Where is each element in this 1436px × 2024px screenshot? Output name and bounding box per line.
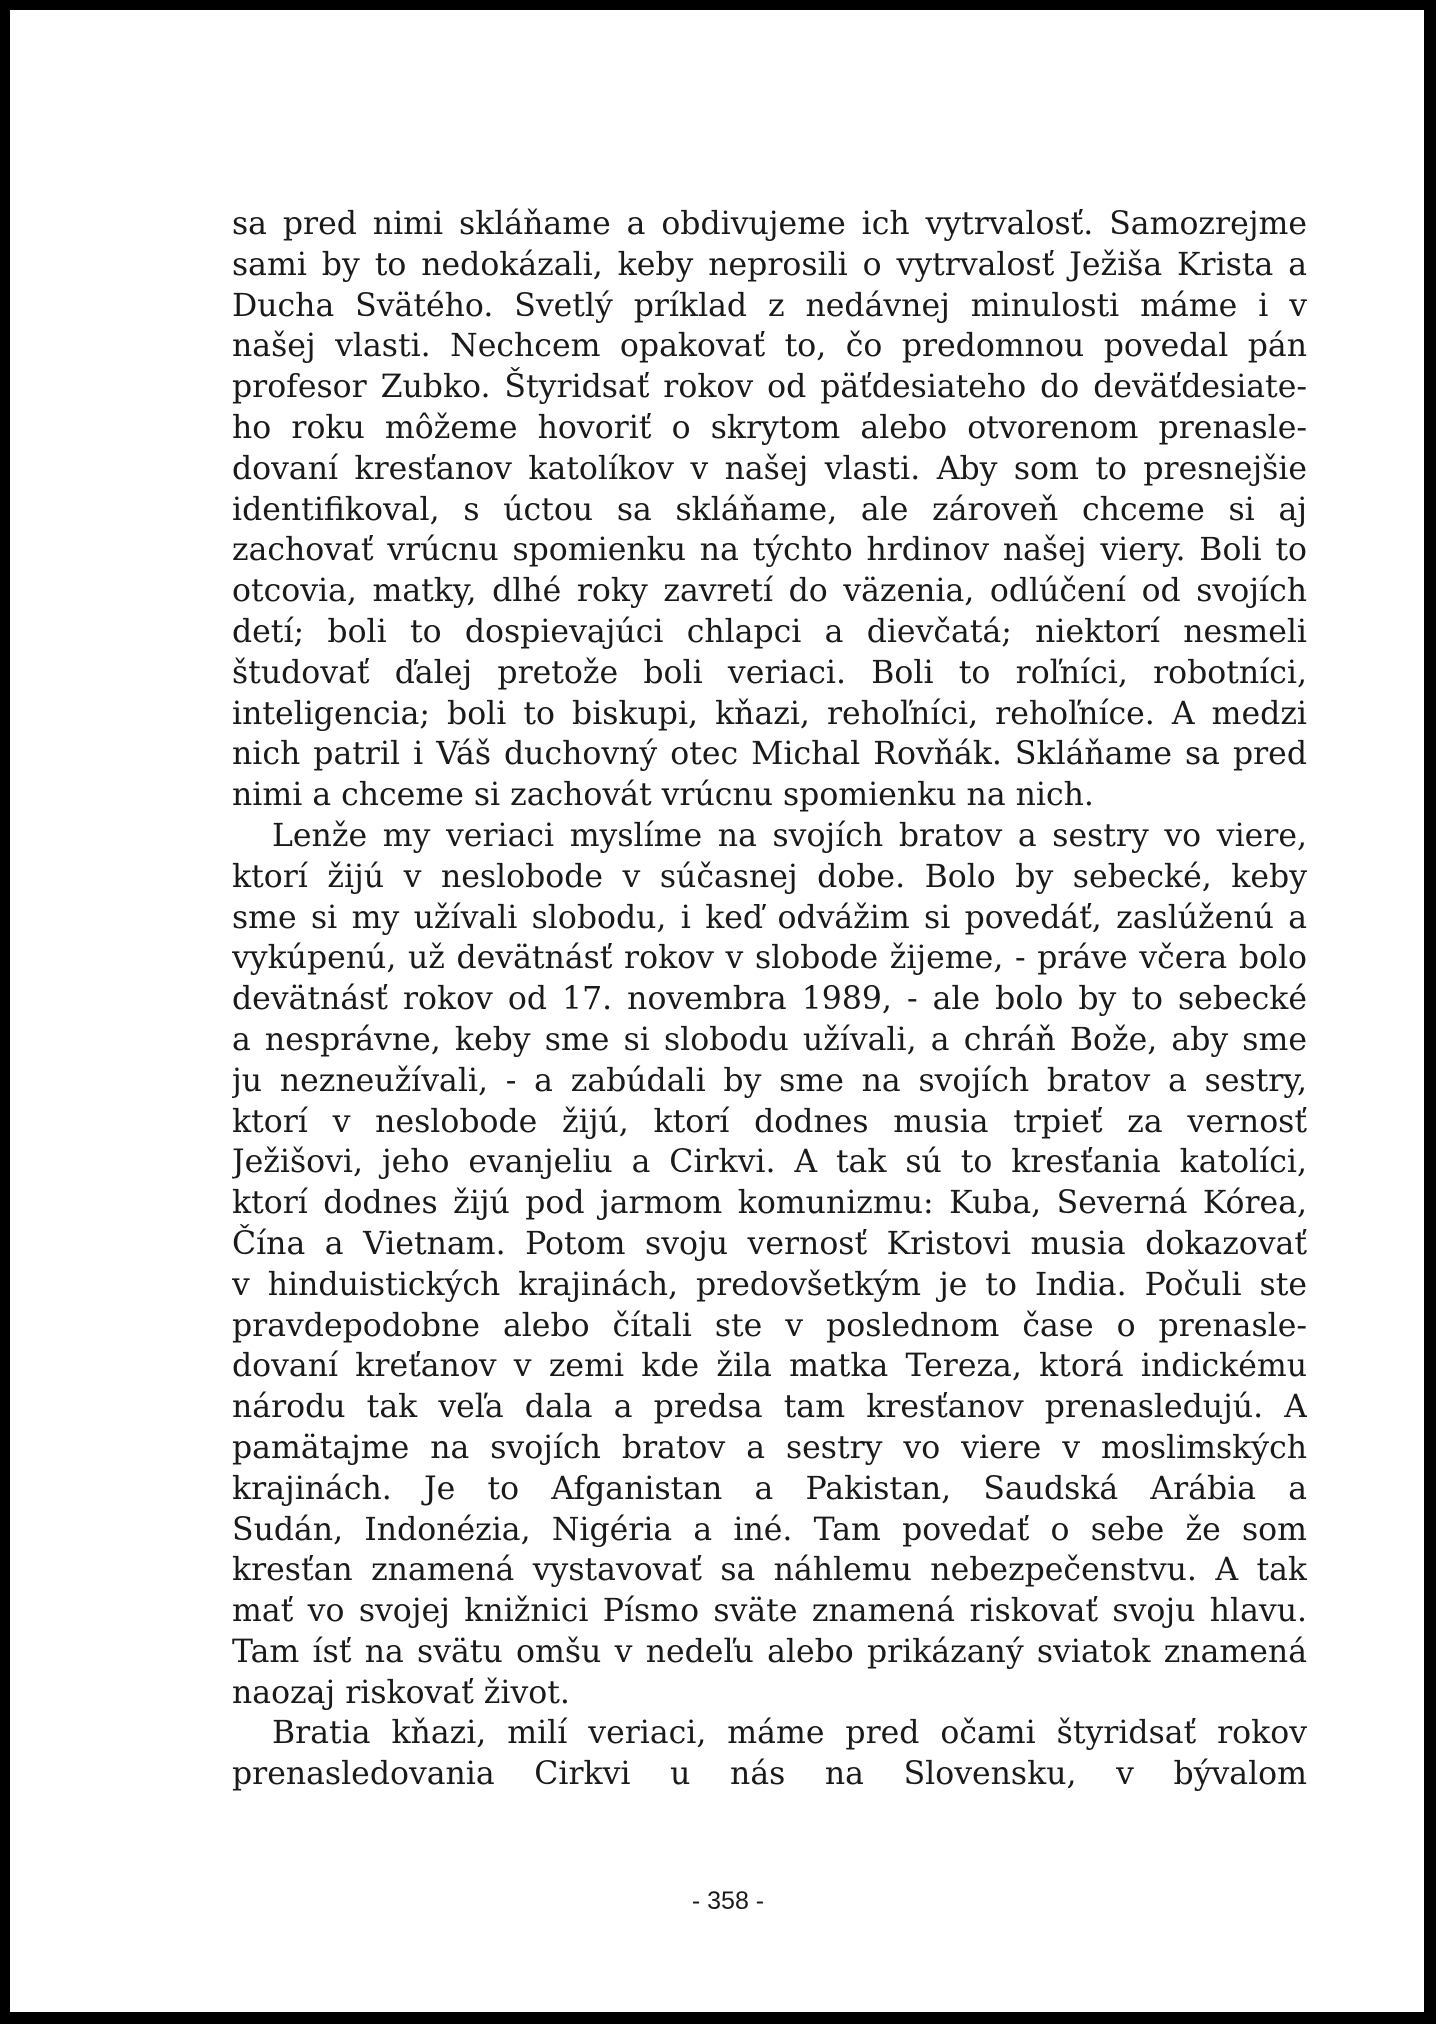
text-line: identifikoval, s úctou sa skláňame, ale zároveň chceme si aj: [232, 491, 1307, 528]
text-line: národu tak veľa dala a predsa tam kresťanov prenasledujú. A: [232, 1389, 1307, 1426]
body-text: [232, 204, 1307, 1795]
text-line: Čína a Vietnam. Potom svoju vernosť Kristovi musia dokazovať: [232, 1225, 1307, 1262]
text-line: naozaj riskovať život.: [232, 1674, 570, 1711]
text-line: dovaní kreťanov v zemi kde žila matka Tereza, ktorá indickému: [232, 1348, 1307, 1385]
text-line: nich patril i Váš duchovný otec Michal Rovňák. Skláňame sa pred: [232, 736, 1307, 773]
text-line: pamätajme na svojích bratov a sestry vo viere v moslimských: [232, 1429, 1307, 1466]
text-line: sme si my užívali slobodu, i keď odvážim si povedáť, zaslúženú a: [232, 899, 1307, 936]
text-line: mať vo svojej knižnici Písmo sväte znamená riskovať svoju hlavu.: [232, 1593, 1307, 1630]
text-line: nimi a chceme si zachovát vrúcnu spomienku na nich.: [232, 777, 1094, 814]
text-line: ktorí dodnes žijú pod jarmom komunizmu: Kuba, Severná Kórea,: [232, 1185, 1307, 1222]
text-line: vykúpenú, už devätnásť rokov v slobode žijeme, - práve včera bolo: [232, 940, 1307, 977]
text-line: ktorí žijú v neslobode v súčasnej dobe. Bolo by sebecké, keby: [232, 858, 1307, 895]
text-line: prenasledovania Cirkvi u nás na Slovensku, v bývalom: [232, 1756, 1307, 1793]
text-line: ho roku môžeme hovoriť o skrytom alebo otvorenom prenasle-: [232, 409, 1307, 446]
text-line: Lenže my veriaci myslíme na svojích bratov a sestry vo viere,: [272, 817, 1307, 854]
text-line: kresťan znamená vystavovať sa náhlemu nebezpečenstvu. A tak: [232, 1552, 1307, 1589]
text-line: ju nezneužívali, - a zabúdali by sme na svojích bratov a sestry,: [232, 1062, 1307, 1099]
text-line: inteligencia; boli to biskupi, kňazi, rehoľníci, rehoľníce. A medzi: [232, 695, 1307, 732]
text-line: v hinduistických krajinách, predovšetkým je to India. Počuli ste: [232, 1266, 1307, 1303]
text-line: a nesprávne, keby sme si slobodu užívali, a chráň Bože, aby sme: [232, 1021, 1307, 1058]
paragraph: [232, 1713, 1307, 1795]
paragraph: [232, 204, 1307, 816]
text-line: študovať ďalej pretože boli veriaci. Boli to roľníci, robotníci,: [232, 654, 1307, 691]
text-line: Ježišovi, jeho evanjeliu a Cirkvi. A tak sú to kresťania katolíci,: [232, 1144, 1307, 1181]
text-line: našej vlasti. Nechcem opakovať to, čo predomnou povedal pán: [232, 328, 1307, 365]
text-line: ktorí v neslobode žijú, ktorí dodnes musia trpieť za vernosť: [232, 1103, 1307, 1140]
text-line: otcovia, matky, dlhé roky zavretí do väzenia, odlúčení od svojích: [232, 573, 1307, 610]
text-line: sami by to nedokázali, keby neprosili o vytrvalosť Ježiša Krista a: [232, 246, 1307, 283]
text-line: krajinách. Je to Afganistan a Pakistan, Saudská Arábia a: [232, 1470, 1307, 1507]
page-number: - 358 -: [691, 1887, 765, 1915]
text-line: pravdepodobne alebo čítali ste v poslednom čase o prenasle-: [232, 1307, 1307, 1344]
text-line: zachovať vrúcnu spomienku na týchto hrdinov našej viery. Boli to: [232, 532, 1307, 569]
text-line: Ducha Svätého. Svetlý príklad z nedávnej minulosti máme i v: [232, 287, 1307, 324]
text-line: Sudán, Indonézia, Nigéria a iné. Tam povedať o sebe že som: [232, 1511, 1307, 1548]
text-line: Tam ísť na svätu omšu v nedeľu alebo prikázaný sviatok znamená: [232, 1633, 1307, 1670]
text-line: profesor Zubko. Štyridsať rokov od päťdesiateho do deväťdesiate-: [232, 369, 1307, 406]
text-line: detí; boli to dospievajúci chlapci a dievčatá; niektorí nesmeli: [232, 613, 1307, 650]
text-line: dovaní kresťanov katolíkov v našej vlasti. Aby som to presnejšie: [232, 450, 1307, 487]
paragraph: [232, 816, 1307, 1714]
text-line: Bratia kňazi, milí veriaci, máme pred očami štyridsať rokov: [272, 1715, 1307, 1752]
text-line: sa pred nimi skláňame a obdivujeme ich vytrvalosť. Samozrejme: [232, 206, 1307, 242]
text-line: devätnásť rokov od 17. novembra 1989, - ale bolo by to sebecké: [232, 981, 1307, 1018]
